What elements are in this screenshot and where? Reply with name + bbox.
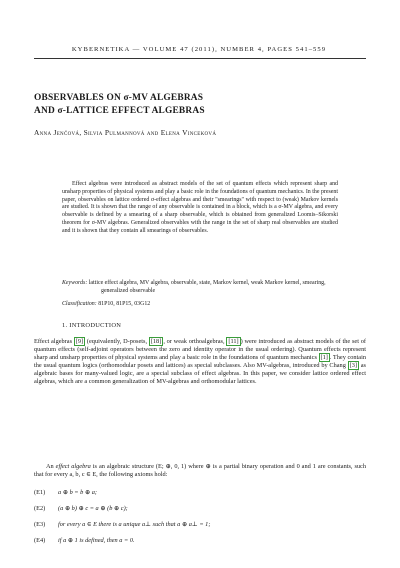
citation-link[interactable]: [9]	[75, 338, 84, 345]
classification-label: Classification:	[62, 301, 97, 307]
intro-text: Effect algebras	[34, 338, 74, 345]
intro-text: (equivalently, D-posets,	[85, 338, 149, 345]
intro-text: , or weak orthoalgebras,	[163, 338, 227, 345]
classification	[62, 301, 338, 309]
axiom-tag: (E1)	[34, 489, 46, 496]
definition-text: is an algebraic structure (E; ⊕, 0, 1) where ⊕ is a partial binary operation and 0 and 1 are constants, such that for every a, b, c ∈ E, the following axioms hold:	[34, 463, 366, 479]
citation-link[interactable]: [1]	[320, 354, 328, 362]
intro-text: . They contain the usual quantum logics (orthomodular posets and lattices) as special subclasses. Also MV-algebras, introduced by Chang	[34, 354, 366, 370]
classification-text: 81P10, 81P15, 03G12	[98, 301, 151, 307]
definition-term: effect algebra	[55, 463, 91, 470]
axiom-text: (a ⊕ b) ⊕ c = a ⊕ (b ⊕ c);	[58, 505, 128, 512]
axiom-text: if a ⊕ 1 is defined, then a = 0.	[58, 537, 135, 544]
title-line-2: AND σ-LATTICE EFFECT ALGEBRAS	[34, 106, 205, 116]
header-rule	[34, 58, 366, 59]
keywords-label: Keywords:	[62, 280, 88, 286]
definition-paragraph	[34, 463, 366, 479]
definition-text: An	[46, 463, 56, 470]
axiom-e2	[34, 505, 366, 513]
axiom-e4	[34, 537, 366, 545]
authors: Anna Jenčová, Silvia Pulmannová and Elena Vinceková	[34, 128, 217, 137]
keywords	[62, 280, 338, 296]
axiom-tag: (E2)	[34, 505, 46, 512]
axiom-e3	[34, 521, 366, 529]
keywords-text: lattice effect algebra, MV algebra, observable, state, Markov kernel, weak Markov kernel, smearing, generalized observable	[88, 280, 326, 294]
axiom-tag: (E3)	[34, 521, 46, 528]
axiom-text: a ⊕ b = b ⊕ a;	[58, 489, 97, 496]
axiom-text: for every a ∈ E there is a unique a⊥ such that a ⊕ a⊥ = 1;	[58, 521, 211, 528]
abstract: Effect algebras were introduced as abstract models of the set of quantum effects which represent sharp and unsharp properties of physical systems and play a basic role in the foundations of quantum mechanics. In the present paper, observables on lattice ordered σ-effect algebras and their "smearings" with respect to (weak) Markov kernels are studied. It is shown that the range of any observable is contained in a block, which is a σ-MV algebra, and every observable is defined by a smearing of a sharp observable, which is obtained from generalized Loomis–Sikorski theorem for σ-MV algebras. Generalized observables with the range in the set of sharp real observables are studied and it is shown that they contain all smearings of observables.	[62, 181, 338, 234]
axiom-tag: (E4)	[34, 537, 46, 544]
citation-link[interactable]: [3]	[349, 362, 357, 370]
journal-header: KYBERNETIKA — VOLUME 47 (2011), NUMBER 4, PAGES 541–559	[71, 46, 327, 53]
citation-link[interactable]: [11]	[228, 338, 239, 345]
intro-text: as algebraic bases for many-valued logic, are a special subclass of effect algebras. In this paper, we consider lattice ordered effect algebras, which are a common generalization of MV-algebras and orthomodular lattices.	[34, 362, 366, 386]
section-heading: 1. INTRODUCTION	[62, 322, 122, 329]
paper-title	[34, 92, 364, 118]
axiom-e1	[34, 489, 366, 497]
title-line-1: OBSERVABLES ON σ-MV ALGEBRAS	[34, 93, 204, 103]
citation-link[interactable]: [18]	[150, 338, 162, 345]
intro-text: ) were introduced as abstract models of the set of quantum effects (self-adjoint operators between the zero and identity operator in the usual ordering). Quantum effects represent sharp and unsharp properties of physical systems and play a basic role in the foundations of quantum mechanics	[34, 338, 366, 362]
intro-paragraph	[34, 338, 366, 387]
